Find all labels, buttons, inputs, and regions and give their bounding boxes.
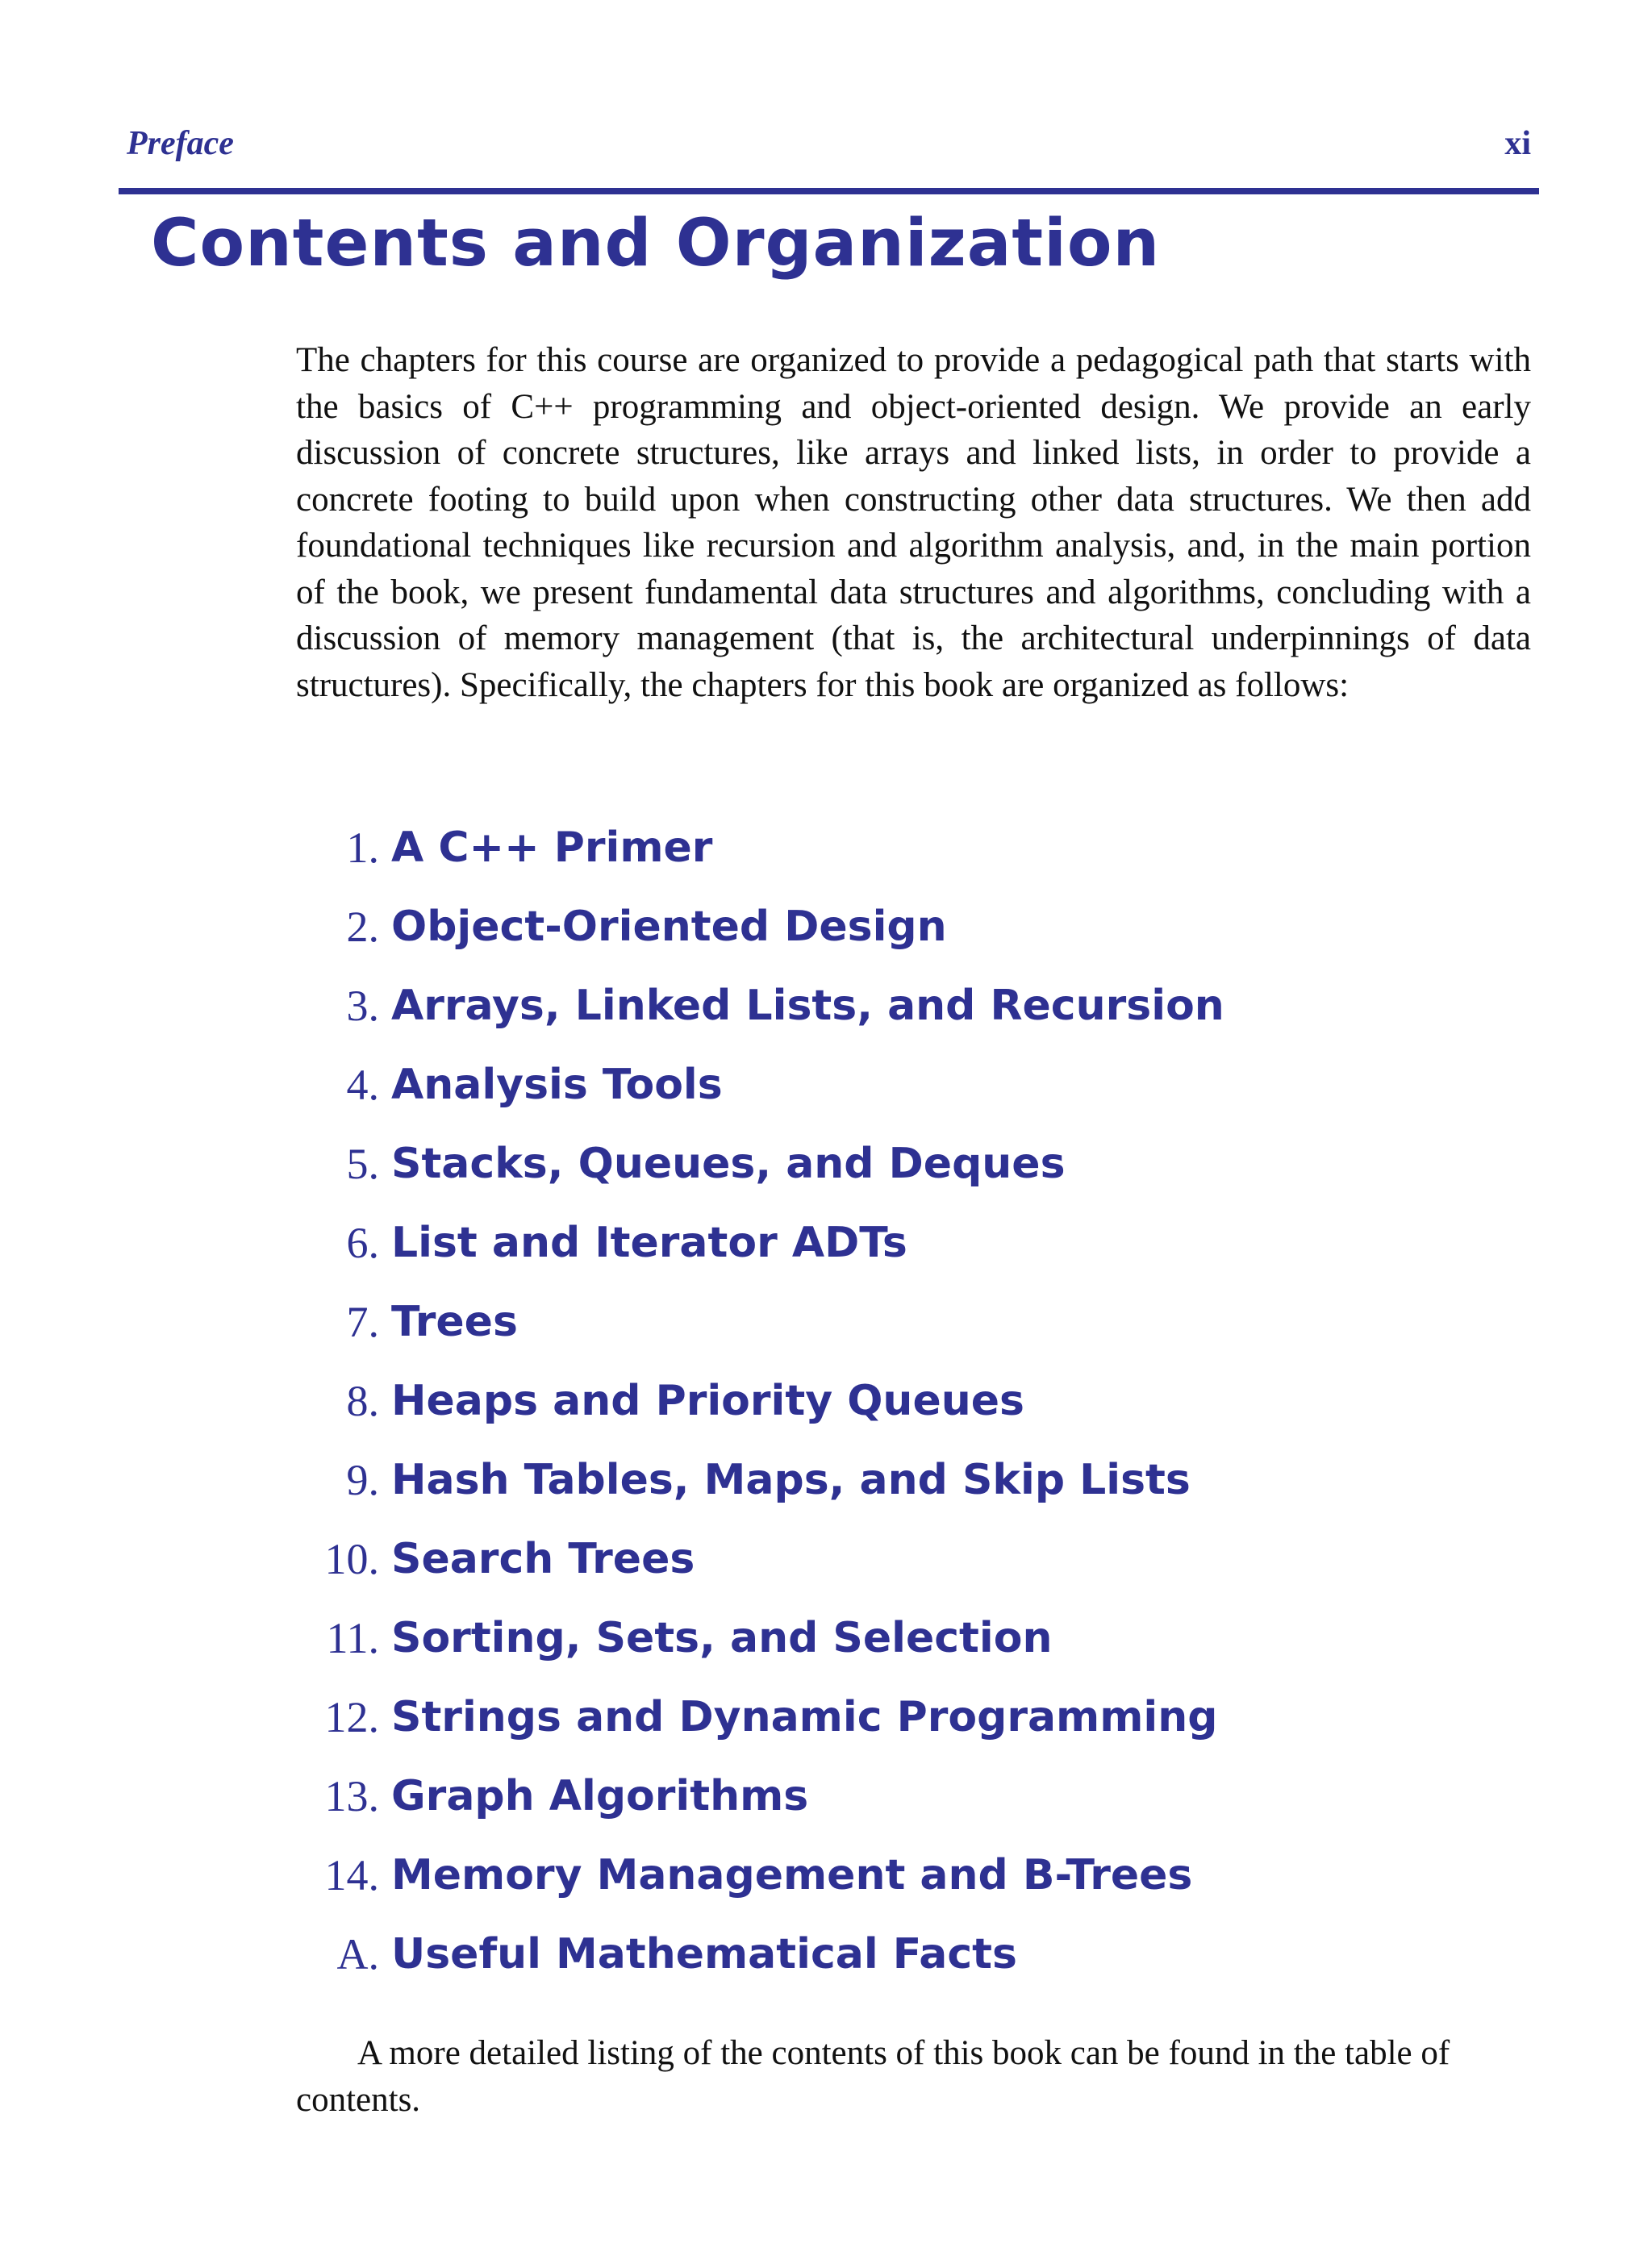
chapter-number: 9. bbox=[346, 1456, 379, 1504]
chapter-title: Strings and Dynamic Programming bbox=[391, 1693, 1218, 1741]
chapter-number: 2. bbox=[346, 903, 379, 951]
chapter-item bbox=[296, 1599, 1531, 1678]
chapter-title: Heaps and Priority Queues bbox=[391, 1377, 1024, 1425]
chapter-title: Useful Mathematical Facts bbox=[391, 1930, 1017, 1979]
chapter-title: Trees bbox=[391, 1298, 518, 1346]
running-title: Preface bbox=[127, 125, 234, 162]
chapter-item bbox=[296, 1678, 1531, 1757]
chapter-item bbox=[296, 1757, 1531, 1836]
chapter-item bbox=[296, 887, 1531, 966]
running-header bbox=[127, 121, 1531, 166]
chapter-item bbox=[296, 1124, 1531, 1203]
chapter-item bbox=[296, 808, 1531, 887]
chapter-number: A. bbox=[336, 1930, 379, 1979]
chapter-number: 12. bbox=[324, 1693, 379, 1741]
closing-paragraph: A more detailed listing of the contents of this book can be found in the table of contents. bbox=[296, 2034, 1450, 2119]
chapter-title: Graph Algorithms bbox=[391, 1772, 809, 1820]
chapter-number: 5. bbox=[346, 1140, 379, 1188]
chapter-item bbox=[296, 1520, 1531, 1599]
chapter-title: A C++ Primer bbox=[391, 824, 713, 872]
chapter-title: Memory Management and B-Trees bbox=[391, 1851, 1193, 1899]
chapter-title: List and Iterator ADTs bbox=[391, 1219, 907, 1267]
chapter-item bbox=[296, 1282, 1531, 1361]
chapter-number: 13. bbox=[324, 1772, 379, 1820]
section-title: Contents and Organization bbox=[151, 206, 1161, 281]
chapter-number: 11. bbox=[326, 1614, 379, 1662]
chapter-item bbox=[296, 1441, 1531, 1520]
chapter-item bbox=[296, 1203, 1531, 1282]
chapter-item bbox=[296, 1836, 1531, 1915]
chapter-title: Object-Oriented Design bbox=[391, 903, 947, 951]
chapter-number: 10. bbox=[324, 1535, 379, 1583]
chapter-title: Sorting, Sets, and Selection bbox=[391, 1614, 1053, 1662]
chapter-title: Search Trees bbox=[391, 1535, 695, 1583]
chapter-title: Hash Tables, Maps, and Skip Lists bbox=[391, 1456, 1191, 1504]
chapter-item bbox=[296, 1045, 1531, 1124]
chapter-number: 8. bbox=[346, 1377, 379, 1425]
chapter-number: 6. bbox=[346, 1219, 379, 1267]
appendix-item bbox=[296, 1915, 1531, 1994]
chapter-number: 4. bbox=[346, 1061, 379, 1109]
chapter-list bbox=[296, 808, 1531, 1994]
chapter-title: Arrays, Linked Lists, and Recursion bbox=[391, 982, 1224, 1030]
chapter-item bbox=[296, 1361, 1531, 1441]
chapter-title: Analysis Tools bbox=[391, 1061, 723, 1109]
chapter-item bbox=[296, 966, 1531, 1045]
page-number: xi bbox=[1504, 125, 1531, 162]
intro-paragraph: The chapters for this course are organized to provide a pedagogical path that starts with the basics of C++ programming and object-oriented design. We provide an early discussion of concrete structures, like arrays and linked lists, in order to provide a concrete footing to build upon when constructing other data structures. We then add foundational techniques like recursion and algorithm analysis, and, in the main portion of the book, we present fundamental data structures and algorithms, concluding with a discussion of memory management (that is, the architectural underpinnings of data structures). Specifically, the chapters for this book are organized as follows: bbox=[296, 341, 1531, 704]
header-rule bbox=[119, 188, 1539, 194]
chapter-title: Stacks, Queues, and Deques bbox=[391, 1140, 1066, 1188]
chapter-number: 3. bbox=[346, 982, 379, 1030]
chapter-number: 7. bbox=[346, 1298, 379, 1346]
chapter-number: 1. bbox=[346, 824, 379, 872]
chapter-number: 14. bbox=[324, 1851, 379, 1899]
